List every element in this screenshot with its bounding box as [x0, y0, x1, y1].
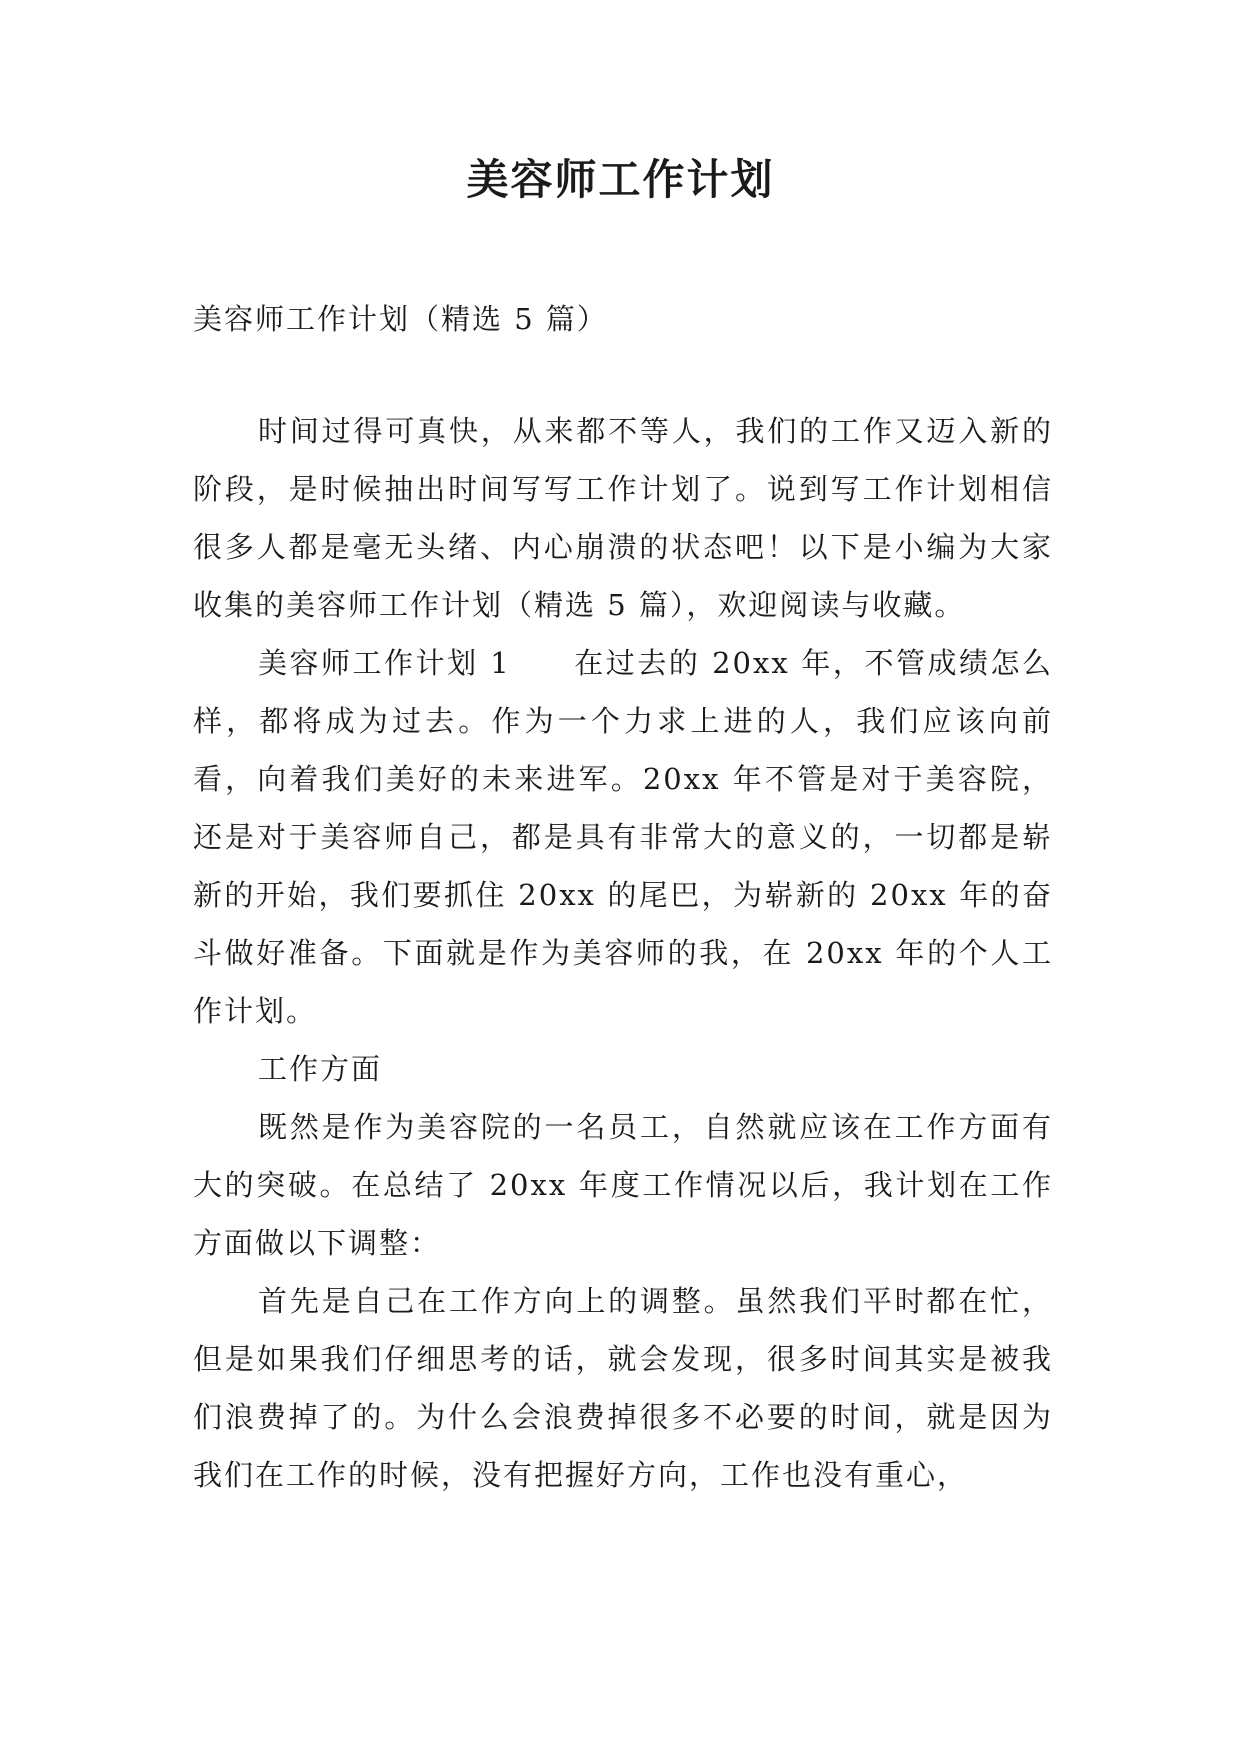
direction-paragraph: 首先是自己在工作方向上的调整。虽然我们平时都在忙，但是如果我们仔细思考的话，就会发现，很多时间其实是被我们浪费掉了的。为什么会浪费掉很多不必要的时间，就是因为我们在工作的时候，没有把握好方向，工作也没有重心，	[193, 1284, 1053, 1492]
document-title: 美容师工作计划	[466, 155, 775, 204]
document-body	[193, 402, 1053, 1504]
intro-paragraph: 时间过得可真快，从来都不等人，我们的工作又迈入新的阶段，是时候抽出时间写写工作计划了。说到写工作计划相信很多人都是毫无头绪、内心崩溃的状态吧！以下是小编为大家收集的美容师工作计划（精选 5 篇），欢迎阅读与收藏。	[193, 414, 1053, 622]
work-paragraph: 既然是作为美容院的一名员工，自然就应该在工作方面有大的突破。在总结了 20xx 年度工作情况以后，我计划在工作方面做以下调整：	[193, 1110, 1053, 1260]
section-heading-work: 工作方面	[258, 1052, 383, 1086]
document-subtitle: 美容师工作计划（精选 5 篇）	[193, 302, 608, 336]
plan-1-paragraph: 美容师工作计划 1 在过去的 20xx 年，不管成绩怎么样，都将成为过去。作为一个力求上进的人，我们应该向前看，向着我们美好的未来进军。20xx 年不管是对于美容院，还是对于美容师自己，都是具有非常大的意义的，一切都是崭新的开始，我们要抓住 20xx 的尾巴，为崭新的 20xx 年的奋斗做好准备。下面就是作为美容师的我，在 20xx 年的个人工作计划。	[193, 646, 1053, 1028]
